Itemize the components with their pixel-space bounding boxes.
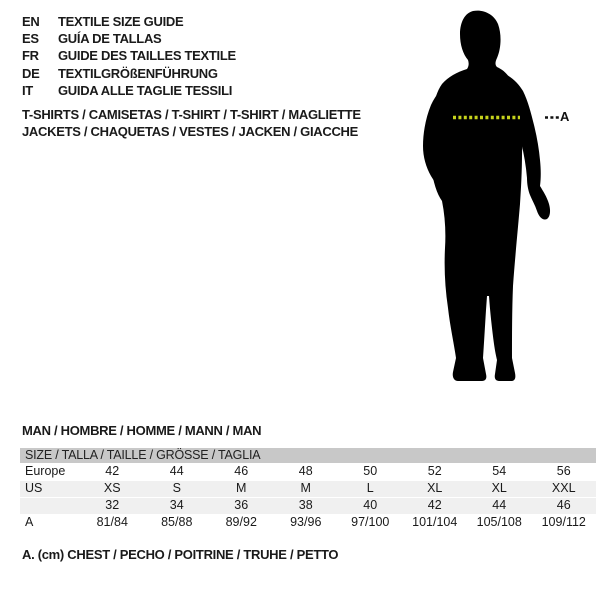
size-cell: 93/96 xyxy=(290,515,322,529)
measure-label-a: A xyxy=(560,109,570,124)
language-code: FR xyxy=(22,48,39,64)
size-cell: 44 xyxy=(169,464,184,478)
language-code: EN xyxy=(22,14,40,29)
size-cell: 50 xyxy=(363,464,378,478)
size-cell: 38 xyxy=(298,498,313,512)
row-label xyxy=(20,497,80,514)
table-row-us xyxy=(20,480,596,497)
size-cell: 46 xyxy=(556,498,571,512)
row-label: Europe xyxy=(25,464,66,478)
language-row-de xyxy=(22,65,236,82)
size-cell: M xyxy=(236,481,247,495)
table-row-chest xyxy=(20,514,596,531)
language-row-it xyxy=(22,82,236,99)
language-title: GUIDE DES TAILLES TEXTILE xyxy=(58,48,236,64)
man-silhouette-figure xyxy=(400,0,600,400)
row-label: A xyxy=(25,515,34,529)
size-cell: 89/92 xyxy=(225,515,257,529)
category-jackets: JACKETS / CHAQUETAS / VESTES / JACKEN / GIACCHE xyxy=(22,124,358,140)
size-cell: M xyxy=(300,481,311,495)
size-cell: 105/108 xyxy=(476,515,522,529)
size-cell: 36 xyxy=(234,498,249,512)
language-title: GUIDA ALLE TAGLIE TESSILI xyxy=(58,82,233,98)
size-cell: 46 xyxy=(234,464,249,478)
size-cell: 101/104 xyxy=(412,515,458,529)
language-code: DE xyxy=(22,65,40,81)
row-label: US xyxy=(25,481,43,495)
size-cell: S xyxy=(172,481,181,495)
size-cell: XL xyxy=(427,481,443,495)
size-cell: 32 xyxy=(105,498,120,512)
table-row-numeric xyxy=(20,497,596,514)
size-table xyxy=(20,448,596,531)
size-cell: 42 xyxy=(105,464,120,478)
size-cell: XS xyxy=(103,481,121,495)
size-cell: 34 xyxy=(169,498,184,512)
language-list xyxy=(22,13,236,99)
man-silhouette-icon xyxy=(400,0,600,400)
language-row-en xyxy=(22,13,236,30)
size-cell: L xyxy=(366,481,374,495)
size-cell: XL xyxy=(491,481,507,495)
size-cell: 52 xyxy=(427,464,442,478)
language-row-fr xyxy=(22,47,236,64)
size-table-header: SIZE / TALLA / TAILLE / GRÖSSE / TAGLIA xyxy=(20,448,596,463)
table-row-europe xyxy=(20,463,596,480)
language-code: IT xyxy=(22,82,33,98)
size-cell: 85/88 xyxy=(161,515,193,529)
size-cell: 97/100 xyxy=(351,515,390,529)
category-titles xyxy=(22,106,361,140)
category-tshirts: T-SHIRTS / CAMISETAS / T-SHIRT / T-SHIRT / MAGLIETTE xyxy=(22,107,361,122)
size-cell: 40 xyxy=(363,498,378,512)
language-title: TEXTILGRÖßENFÜHRUNG xyxy=(58,65,218,81)
size-cell: 56 xyxy=(556,464,571,478)
size-cell: 48 xyxy=(298,464,313,478)
section-title-man: MAN / HOMBRE / HOMME / MANN / MAN xyxy=(22,423,262,438)
size-cell: 109/112 xyxy=(541,515,586,529)
size-cell: XXL xyxy=(551,481,576,495)
size-cell: 54 xyxy=(492,464,507,478)
size-cell: 81/84 xyxy=(96,515,128,529)
language-title: TEXTILE SIZE GUIDE xyxy=(58,14,184,29)
size-cell: 42 xyxy=(427,498,442,512)
measurement-footnote: A. (cm) CHEST / PECHO / POITRINE / TRUHE / PETTO xyxy=(22,547,339,562)
language-code: ES xyxy=(22,31,39,47)
language-title: GUÍA DE TALLAS xyxy=(58,31,162,47)
language-row-es xyxy=(22,30,236,47)
size-cell: 44 xyxy=(492,498,507,512)
